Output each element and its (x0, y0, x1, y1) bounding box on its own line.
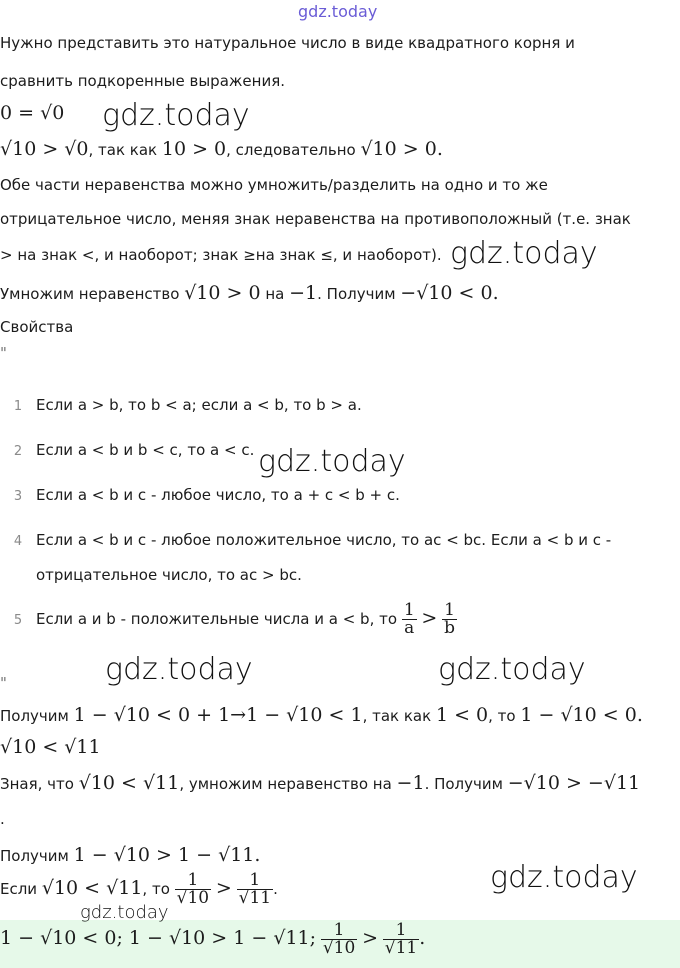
fraction-numerator: 1 (249, 870, 261, 890)
math-expr: 1 − √10 < 0. (520, 704, 643, 726)
watermark: gdz.today (102, 98, 250, 133)
math-expr: −√10 > −√11 (507, 772, 641, 794)
rule-line-3: > на знак <, и наоборот; знак ≥на знак ≤, и наоборот). (0, 246, 442, 264)
math-expr: √10 < √11 (41, 877, 143, 899)
intro-line-1: Нужно представить это натуральное число в виде квадратного корня и (0, 34, 575, 52)
fraction-denominator: √11 (384, 938, 418, 958)
watermark: gdz.today (258, 444, 406, 479)
watermark: gdz.today (438, 652, 586, 687)
item-number: 1 (13, 399, 23, 414)
watermark: gdz.today (80, 902, 169, 923)
item-text: Если a < b и b < c, то a < c. (36, 441, 255, 459)
text: , то (142, 880, 175, 898)
quote-close: " (0, 674, 7, 692)
math-expr: −1 (396, 772, 425, 794)
text: Если (0, 880, 42, 898)
properties-title: Свойства (0, 318, 74, 336)
fraction-denominator: √10 (176, 888, 210, 908)
item-text-continued: отрицательное число, то ac > bc. (36, 566, 302, 584)
text: Зная, что (0, 775, 79, 793)
fraction-denominator: a (402, 619, 417, 637)
know-line (0, 774, 640, 793)
property-item (0, 533, 611, 548)
operator: > (215, 877, 232, 899)
quote-open: " (0, 344, 7, 362)
text: . Получим (317, 285, 401, 303)
item-number: 4 (13, 534, 23, 549)
item-number: 5 (13, 613, 23, 628)
math-expr: 1 − √10 < 0; 1 − √10 > 1 − √11; (0, 927, 317, 949)
watermark: gdz.today (490, 860, 638, 895)
item-text: Если a < b и c - любое положительное число, то ac < bc. Если a < b и c - (36, 531, 612, 549)
text: , так как (362, 707, 436, 725)
math-expr: √10 < √11 (78, 772, 180, 794)
math-expr: 10 > 0 (161, 138, 227, 160)
text: . (273, 880, 278, 898)
site-header[interactable]: gdz.today (298, 2, 378, 21)
item-text: Если a > b, то b < a; если a < b, то b > a. (36, 396, 362, 414)
rule-line-2: отрицательное число, меняя знак неравенства на противоположный (т.е. знак (0, 210, 631, 228)
fraction-denominator: √11 (238, 888, 272, 908)
get-line-2 (0, 846, 260, 865)
trailing-dot: . (0, 810, 5, 828)
property-item: 5 Если a и b - положительные числа и a < b, то $\frac{1}{a}$ > $\frac{1}{b}$ (0, 602, 457, 637)
math-expr: √10 > 0. (360, 138, 443, 160)
math-expr: 1 − √10 > 1 − √11. (73, 844, 261, 866)
text: Умножим неравенство (0, 285, 185, 303)
fraction (237, 872, 273, 907)
watermark: gdz.today (105, 652, 253, 687)
item-number: 2 (13, 444, 23, 459)
watermark: gdz.today (450, 236, 598, 271)
fraction-numerator: 1 (187, 870, 199, 890)
math-expr: 1 − √10 < 0 + 1→1 − √10 < 1 (73, 704, 363, 726)
sqrt-comparison: √10 < √11 (0, 736, 101, 758)
get-line-1 (0, 706, 643, 725)
comparison-line (0, 140, 443, 159)
math-expr: −1 (289, 282, 318, 304)
fraction-numerator: 1 (403, 600, 415, 620)
answer-line (0, 922, 425, 957)
fraction-numerator: 1 (444, 600, 455, 620)
text: Получим (0, 707, 74, 725)
fraction-denominator: b (444, 618, 456, 638)
fraction (402, 602, 417, 637)
item-text: Если a < b и c - любое число, то a + c < b + c. (36, 486, 400, 504)
eq-zero: 0 = √0 (0, 102, 65, 124)
rule-line-1: Обе части неравенства можно умножить/разделить на одно и то же (0, 176, 548, 194)
text: . (419, 927, 426, 949)
text: , следовательно (226, 141, 361, 159)
operator: > (362, 927, 378, 949)
math-expr: −√10 < 0. (400, 282, 499, 304)
property-item (0, 488, 400, 503)
text: , умножим неравенство на (179, 775, 397, 793)
text: на (260, 285, 290, 303)
fraction (175, 872, 211, 907)
math-expr: √10 > 0 (184, 282, 261, 304)
intro-line-2: сравнить подкоренные выражения. (0, 72, 285, 90)
text: , так как (88, 141, 162, 159)
fraction (442, 602, 457, 637)
property-item (0, 398, 362, 413)
fraction-numerator: 1 (333, 920, 345, 940)
fraction-numerator: 1 (395, 920, 407, 940)
multiply-line (0, 284, 499, 303)
math-expr: √10 > √0 (0, 138, 89, 160)
fraction-denominator: √10 (322, 938, 356, 958)
property-item (0, 443, 254, 458)
math-expr: 1 < 0 (435, 704, 489, 726)
fraction (383, 922, 419, 957)
text: , то (488, 707, 521, 725)
fraction (321, 922, 357, 957)
item-number: 3 (13, 489, 23, 504)
text: . Получим (424, 775, 508, 793)
text: Получим (0, 847, 74, 865)
item-text: Если a и b - положительные числа и a < b, то (36, 610, 398, 628)
